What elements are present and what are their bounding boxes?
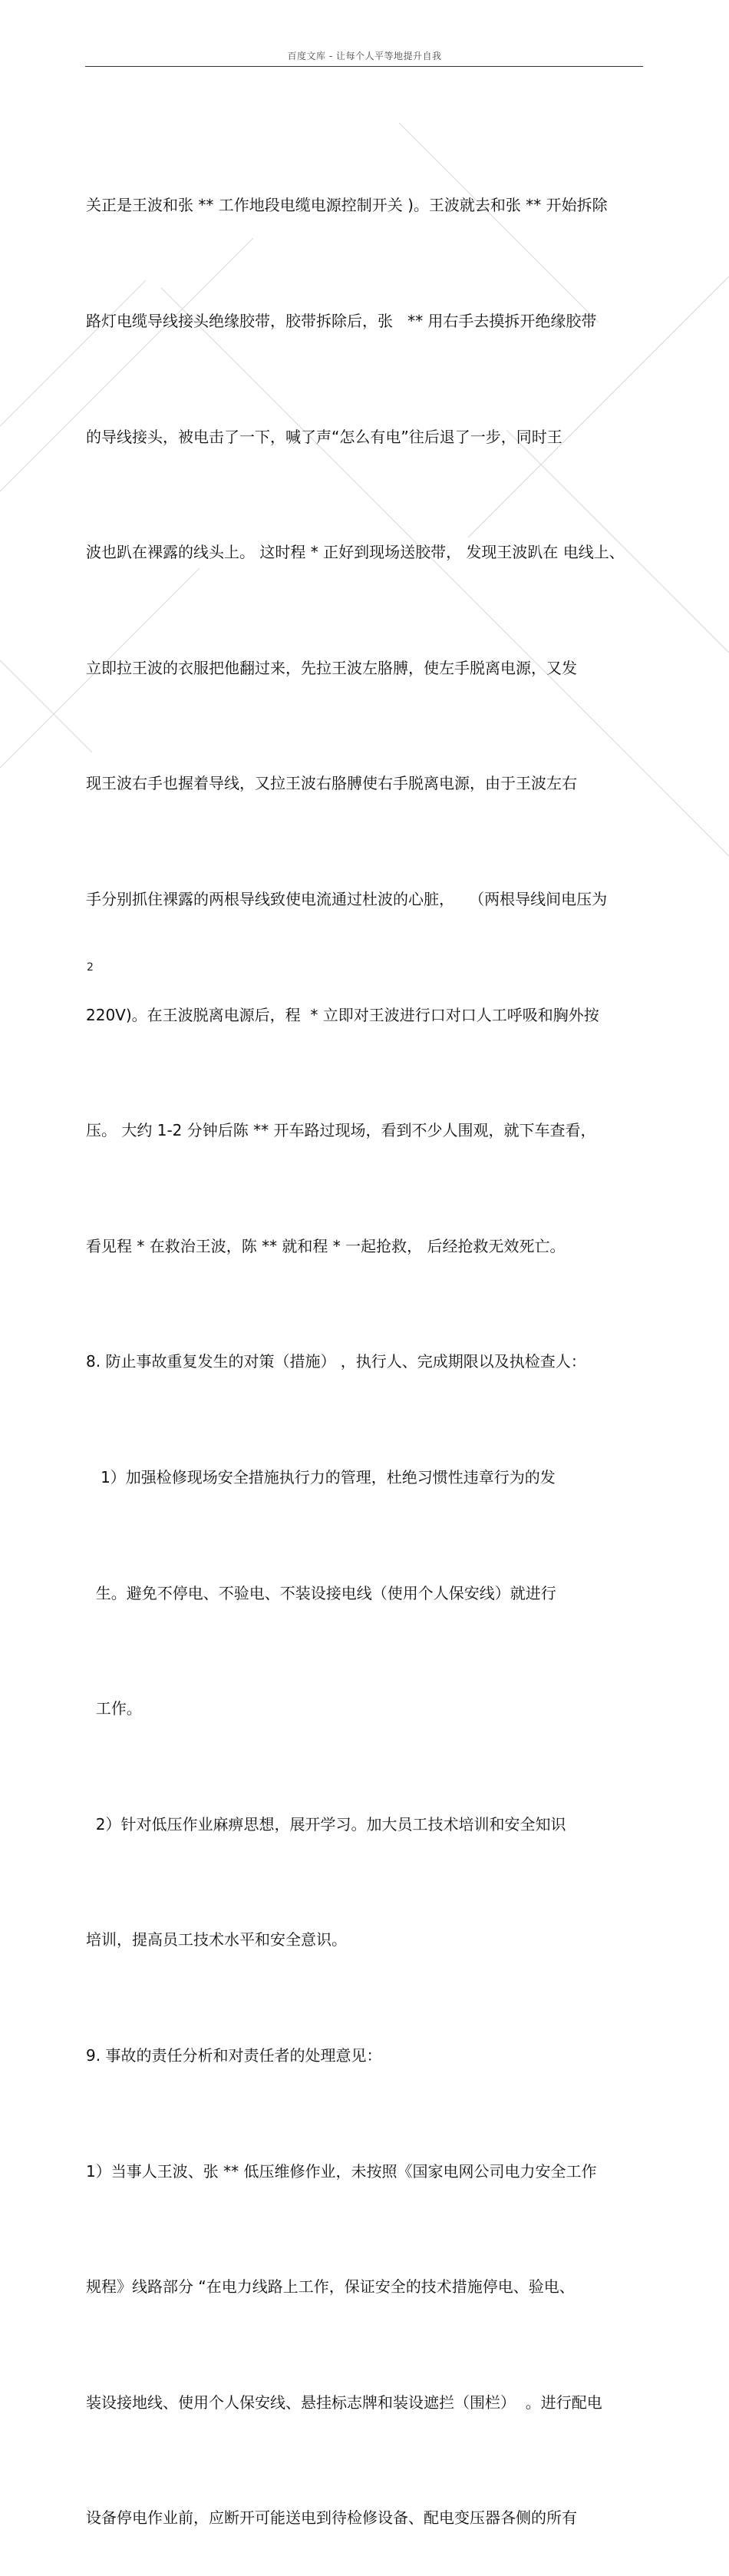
body-line: 2）针对低压作业麻痹思想，展开学习。加大员工技术培训和安全知识 [86,1814,566,1834]
body-line: 1）当事人王波、张 ** 低压维修作业，未按照《国家电网公司电力安全工作 [86,2161,597,2181]
body-line: 路灯电缆导线接头绝缘胶带，胶带拆除后，张 ** 用右手去摸拆开绝缘胶带 [86,312,597,330]
body-line: 压。 大约 1-2 分钟后陈 ** 开车路过现场，看到不少人围观，就下车查看， [86,1121,596,1140]
body-line: 220V)。在王波脱离电源后，程 * 立即对王波进行口对口人工呼吸和胸外按 [86,1005,599,1024]
body-line: 装设接地线、使用个人保安线、悬挂标志牌和装设遮拦（围栏） 。进行配电 [86,2392,602,2412]
body-line: 看见程 * 在救治王波，陈 ** 就和程 * 一起抢救， 后经抢救无效死亡。 [86,1236,566,1255]
section-heading-8: 8. 防止事故重复发生的对策（措施） ，执行人、完成期限以及执检查人： [86,1352,586,1371]
body-line: 波也趴在裸露的线头上。 这时程 * 正好到现场送胶带， 发现王波趴在 电线上、 [86,543,625,562]
header-divider [85,66,643,67]
body-line: 工作。 [86,1699,142,1718]
body-line: 的导线接头，被电击了一下，喊了声“怎么有电”往后退了一步，同时王 [86,427,562,446]
body-line: 规程》线路部分 “在电力线路上工作，保证安全的技术措施停电、验电、 [86,2277,575,2297]
body-line: 培训，提高员工技术水平和安全意识。 [86,1930,347,1949]
page-header: 百度文库 - 让每个人平等地提升自我 [287,51,442,61]
body-line: 生。避免不停电、不验电、不装设接电线（使用个人保安线）就进行 [86,1583,556,1602]
body-line: 立即拉王波的衣服把他翻过来，先拉王波左胳膊，使左手脱离电源，又发 [86,658,577,677]
body-line: 手分别抓住裸露的两根导线致使电流通过杜波的心脏， （两根导线间电压为 [86,889,608,908]
section-heading-9: 9. 事故的责任分析和对责任者的处理意见： [86,2045,382,2065]
body-line: 关正是王波和张 ** 工作地段电缆电源控制开关 )。王波就去和张 ** 开始拆除 [86,196,608,215]
body-line: 1）加强检修现场安全措施执行力的管理，杜绝习惯性违章行为的发 [86,1467,556,1486]
body-line: 设备停电作业前，应断开可能送电到待检修设备、配电变压器各侧的所有 [86,2508,577,2528]
page-number: 2 [87,961,94,974]
document-body [86,109,646,2576]
body-line: 现王波右手也握着导线，又拉王波右胳膊使右手脱离电源，由于王波左右 [86,774,577,793]
